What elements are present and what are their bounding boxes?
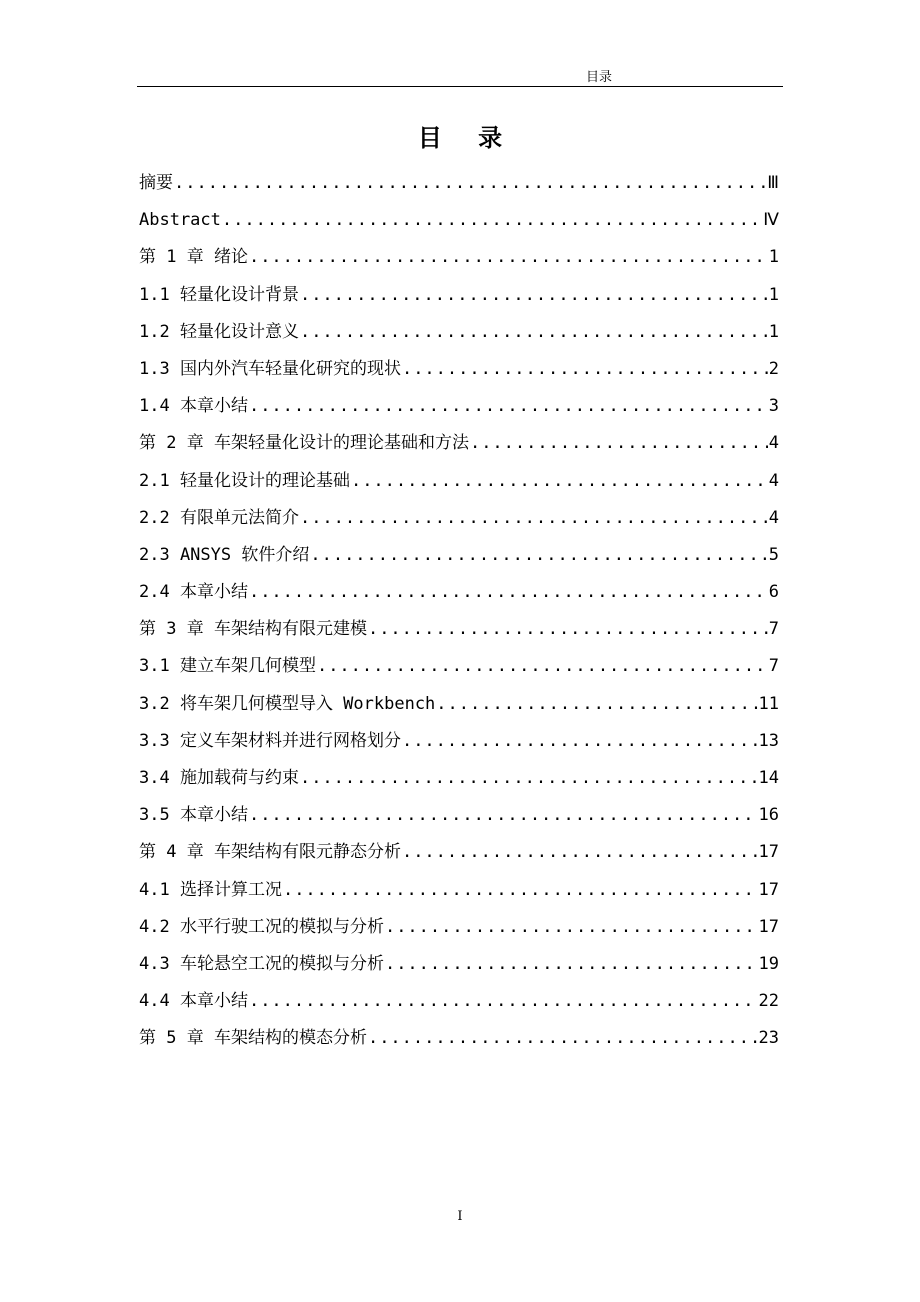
toc-entry-page: 23 (758, 1028, 779, 1049)
toc-dot-leader (222, 202, 762, 239)
toc-dot-leader (174, 165, 766, 202)
toc-entry-page: 4 (768, 433, 779, 454)
toc-entry-title: 3.3 定义车架材料并进行网格划分 (139, 730, 401, 751)
toc-entry[interactable] (139, 872, 779, 909)
toc-entry-title: 3.5 本章小结 (139, 805, 248, 826)
toc-entry-page: Ⅲ (767, 173, 779, 193)
toc-entry-page: 1 (768, 247, 779, 268)
toc-entry-page: 7 (768, 619, 779, 640)
toc-dot-leader (385, 909, 758, 946)
toc-entry-title: 4.2 水平行驶工况的模拟与分析 (139, 916, 384, 937)
toc-entry-title: 2.3 ANSYS 软件介绍 (139, 544, 310, 565)
toc-entry[interactable] (139, 463, 779, 500)
toc-entry-title: 3.1 建立车架几何模型 (139, 656, 316, 677)
toc-entry-page: 1 (768, 321, 779, 342)
toc-entry-title: 2.2 有限单元法简介 (139, 507, 299, 528)
toc-entry-title: 第 4 章 车架结构有限元静态分析 (139, 842, 401, 863)
toc-dot-leader (300, 277, 768, 314)
toc-entry-title: 2.1 轻量化设计的理论基础 (139, 470, 350, 491)
toc-entry-title: 第 3 章 车架结构有限元建模 (139, 619, 367, 640)
page-number: I (457, 1209, 463, 1224)
toc-dot-leader (402, 834, 758, 871)
toc-entry-title: 第 2 章 车架轻量化设计的理论基础和方法 (139, 433, 469, 454)
toc-entry[interactable] (139, 425, 779, 462)
toc-dot-leader (249, 574, 768, 611)
toc-entry[interactable] (139, 574, 779, 611)
toc-dot-leader (283, 872, 758, 909)
toc-entry-title: 4.3 车轮悬空工况的模拟与分析 (139, 953, 384, 974)
toc-entry-page: 5 (768, 544, 779, 565)
toc-title: 目 录 (417, 124, 517, 152)
toc-dot-leader (368, 611, 768, 648)
toc-entry-page: 13 (758, 730, 779, 751)
toc-entry-page: 17 (758, 916, 779, 937)
toc-entry[interactable] (139, 239, 779, 276)
toc-entry-title: 3.4 施加载荷与约束 (139, 768, 299, 788)
toc-entry-page: 3 (768, 396, 779, 417)
toc-dot-leader (249, 983, 758, 1020)
toc-entry-title: 1.1 轻量化设计背景 (139, 284, 299, 305)
toc-entry[interactable] (139, 500, 779, 537)
toc-entry-page: 1 (768, 284, 779, 305)
toc-dot-leader (368, 1020, 758, 1057)
toc-entry-title: 摘要 (139, 173, 173, 193)
toc-entry-title: Abstract (139, 210, 221, 231)
toc-entry-title: 4.1 选择计算工况 (139, 879, 282, 900)
toc-entry-page: 11 (758, 693, 779, 714)
toc-entry[interactable] (139, 686, 779, 723)
toc-entry[interactable] (139, 165, 779, 202)
toc-dot-leader (317, 648, 768, 685)
running-header: 目录 (585, 70, 612, 85)
toc-entry-page: 7 (768, 656, 779, 677)
toc-entry[interactable] (139, 946, 779, 983)
toc-entry-page: 22 (758, 991, 779, 1012)
toc-entry-page: 6 (768, 582, 779, 603)
toc-dot-leader (300, 314, 768, 351)
toc-entry[interactable] (139, 760, 779, 797)
toc-dot-leader (249, 388, 768, 425)
toc-entry-title: 4.4 本章小结 (139, 991, 248, 1012)
toc-entry[interactable] (139, 983, 779, 1020)
toc-entry-page: 2 (768, 358, 779, 379)
toc-entry[interactable] (139, 314, 779, 351)
toc-entry-title: 1.2 轻量化设计意义 (139, 321, 299, 342)
toc-entry-title: 第 5 章 车架结构的模态分析 (139, 1028, 367, 1049)
toc-entry[interactable] (139, 611, 779, 648)
header-rule (137, 86, 783, 87)
toc-entry-page: 4 (768, 470, 779, 491)
toc-dot-leader (300, 760, 758, 797)
toc-dot-leader (300, 500, 768, 537)
toc-entry-title: 第 1 章 绪论 (139, 247, 248, 268)
toc-dot-leader (402, 723, 758, 760)
toc-entry[interactable] (139, 909, 779, 946)
toc-entry-title: 1.4 本章小结 (139, 396, 248, 417)
toc-entry-page: 4 (768, 507, 779, 528)
toc-entry-page: 14 (758, 768, 779, 788)
toc-entry-title: 1.3 国内外汽车轻量化研究的现状 (139, 358, 401, 379)
toc-entry-page: Ⅳ (763, 210, 779, 231)
toc-entry[interactable] (139, 388, 779, 425)
toc-entry[interactable] (139, 797, 779, 834)
toc-entry[interactable] (139, 351, 779, 388)
toc-entry-page: 19 (758, 953, 779, 974)
toc-entry[interactable] (139, 202, 779, 239)
toc-dot-leader (470, 425, 768, 462)
toc-dot-leader (249, 797, 758, 834)
toc-entry-title: 3.2 将车架几何模型导入 Workbench (139, 693, 436, 714)
toc-dot-leader (402, 351, 768, 388)
toc-dot-leader (310, 537, 767, 574)
toc-dot-leader (436, 686, 757, 723)
toc-entry[interactable] (139, 648, 779, 685)
toc-entry-title: 2.4 本章小结 (139, 582, 248, 603)
toc-entry-page: 16 (758, 805, 779, 826)
toc-entry-page: 17 (758, 879, 779, 900)
toc-list (139, 165, 779, 1058)
toc-entry-page: 17 (758, 842, 779, 863)
toc-entry[interactable] (139, 723, 779, 760)
toc-entry[interactable] (139, 834, 779, 871)
toc-dot-leader (249, 239, 768, 276)
toc-entry[interactable] (139, 1020, 779, 1057)
toc-entry[interactable] (139, 277, 779, 314)
toc-dot-leader (385, 946, 758, 983)
toc-dot-leader (351, 463, 768, 500)
toc-entry[interactable] (139, 537, 779, 574)
